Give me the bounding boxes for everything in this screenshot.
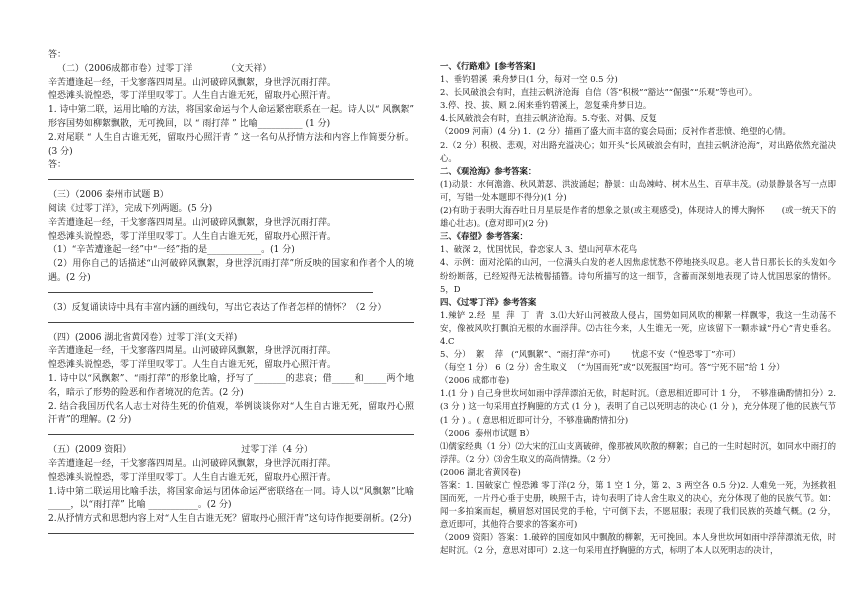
question: 2.对尾联 “ 人生自古谁无死，留取丹心照汗青 ” 这一名句从抒情方法和内容上作简要分析。 (3 分) [48, 132, 417, 157]
instruction: 阅读《过零丁洋》，完成下列两题。(5 分) [48, 203, 213, 214]
answers-xinglunan [440, 60, 836, 165]
section-heading: （三）（2006 泰州市试题 B） [48, 190, 169, 201]
answer-item: 答案：1. 国破家亡 惶恐滩 零丁洋(2 分，第 1 空 1 分，第 2、3 两空各 0.5 分)2. 人难免一死，为拯救祖国而死，一片丹心垂于史册，映照千古，诗句表明了诗人舍生取义的决心，充分体现了他的民族气节。如：闻一多拍案而起，横眉怒对国民党的手枪，宁可倒下去，不愿屈服；表现了我们民族的英雄气概。(2 分，意近即可，其他符合要求的答案亦可) [440, 480, 836, 530]
answers-guolingdingyang [440, 296, 839, 558]
poem-line: 惶恐滩头说惶恐，零丁洋里叹零丁。人生自古谁无死，留取丹心照汗青。 [48, 91, 337, 102]
answer-line [48, 533, 414, 534]
question: 2. 结合我国历代名人志士对待生死的价值观，举例谈谈你对“人生自古谁无死，留取丹心照汗青”的理解。(2 分) [48, 401, 414, 426]
answer-item: （2009 河南）(4 分) 1．(2 分）描画了盛大而丰富的宴会局面；反衬作者悲愤、绝望的心情。 [440, 126, 791, 137]
section-heading [48, 444, 414, 458]
answer-item: 3.停、投、拔、顾 2.闲来垂钓碧溪上，忽复乘舟梦日边。 [440, 100, 652, 111]
question: （2）用你自己的话描述“山河破碎风飘絮，身世浮沉雨打萍”所反映的国家和作者个人的境遇。(2 分) [48, 259, 414, 283]
poem-line: 惶恐滩头说惶恐，零丁洋里叹零丁。人生自古谁无死，留取丹心照汗青。 [48, 472, 337, 483]
answer-line [48, 292, 373, 293]
answer-item: 1.(1 分 ) 自己身世坎坷如雨中浮萍漂泊无依，时起时沉。（意思相近即可计 1 分， 不够准确酌情扣分）2.(3 分 ) 这一句采用直抒胸臆的方式 (1 分 )，表明了自己以死明志的决心 (1 分 )，充分体现了他的民族气节 (1 分 ) 。( 意思相近即可计分，不够准确酌情扣分) [440, 388, 839, 425]
answer-item: ⑴儒家经典（1 分）⑵大宋的江山支离破碎，像那被风吹散的柳絮；自己的一生时起时沉，如同水中雨打的浮萍。（2 分）⑶舍生取义的高尚情操。（2 分） [440, 440, 836, 464]
answer-line [48, 322, 414, 323]
section-2 [48, 63, 417, 180]
question: 2.从抒情方式和思想内容上对“人生自古谁无死？留取丹心照汗青”这句诗作扼要剖析。(2分) [48, 514, 412, 525]
section-heading [48, 63, 414, 77]
poem-line: 惶恐滩头说惶恐，零丁洋里叹零丁。人生自古谁无死，留取丹心照汗青。 [48, 231, 337, 242]
answer-item: (2)有助于表明大海吞吐日月星辰是作者的想象之景(或主观感受)，体现诗人的博大胸怀 (或一统天下的雄心壮志)。(意对即可)(2 分) [440, 205, 836, 229]
answer-source: （2006 成都市卷) [440, 375, 510, 386]
answer-item: 1、垂钓碧溪 乘舟梦日(1 分，每对一空 0.5 分) [440, 74, 618, 85]
answer-item: （2009 资阳）答案：1.破碎的国度如风中飘散的柳絮，无可挽回。本人身世坎坷如雨中浮萍漂流无依，时起时沉。（2 分，意思对即可）2.这一句采用直抒胸臆的方式，标明了本人以死明志的决计， [440, 532, 836, 556]
answers-column [440, 60, 839, 558]
section-5 [48, 444, 414, 534]
answer-item: 4、示例：面对沦陷的山河，一位满头白发的老人因焦虑忧愁不停地挠头叹息。老人昔日那长长的头发如今纷纷断落，已经短得无法梳髻插簪。诗句所描写的这一细节，含蓄而深刻地表现了诗人忧国思家的情怀。5，D [440, 257, 836, 294]
poem-line: 辛苦遭逢起一经，干戈寥落四周星。山河破碎风飘絮，身世浮沉雨打萍。 [48, 217, 337, 228]
poem-line: 惶恐滩头说惶恐，零丁洋里叹零丁。人生自古谁无死，留取丹心照汗青。 [48, 360, 337, 371]
answers-guancanghai [440, 165, 836, 230]
section-4 [48, 332, 414, 436]
answer-item: 2、长风破浪会有时，直挂云帆济沧海 自信（答“积极”“豁达”“倔强”“乐观”等也可）。 [440, 87, 758, 98]
answer-item: 1、破深 2，忧国忧民，眷恋家人 3、望山河草木花鸟 [440, 244, 638, 255]
answer-item: 1.辣铲 2.经 星 萍 丁 青 3.⑴大好山河被敌人侵占，国势如同风吹的柳絮一样飘零，我这一生动荡不安，像被风吹打飘泊无根的水面浮萍。⑵古往今来，人生谁无一死，应该留下一颗赤诚“丹心”青史垂名。4.C [440, 309, 836, 346]
section-heading: （四）(2006 湖北省黄冈卷）过零丁洋(文天祥) [48, 332, 238, 343]
question: 1. 诗中第二联，运用比喻的方法，将国家命运与个人命运紧密联系在一起。诗人以“ 风飘絮” 形容国势如柳絮飘散，无可挽回，以 “ 雨打萍 ” 比喻__________ (1 分) [48, 105, 417, 129]
question: 1.诗中第二联运用比喻手法，将国家命运与团体命运严密联络在一同。诗人以“风飘絮”比喻_____，以“雨打萍” 比喻 ___________。(2 分) [48, 486, 414, 511]
answer-item: 4.长风破浪会有时，直挂云帆济沧海。5.夸张、对偶、反复 [440, 113, 657, 124]
answer-item: 2.（2 分）积极、悲观，对出路充溢决心；如开头“长风破浪会有时，直挂云帆济沧海”，对出路依然充溢决心。 [440, 139, 836, 163]
answer-label: 答： [48, 160, 67, 171]
poem-author: （文天祥） [226, 63, 272, 74]
answer-item: （每空 1 分） 6（2 分）舍生取义 （“为国而死”或“以死报国”均可。答“宁死不屈”给 1 分） [440, 362, 785, 373]
poem-line: 辛苦遭逢起一经，干戈寥落四周星。山河破碎风飘絮，身世浮沉雨打萍。 [48, 77, 337, 88]
answer-line [48, 179, 414, 180]
answers-heading: 三、《春望》参考答案： [440, 231, 528, 242]
answer-source: (2006 湖北省黄冈卷) [440, 466, 521, 477]
section-3 [48, 189, 414, 322]
answer-line [48, 434, 414, 435]
section-heading-text: （二）（2006成都市卷）过零丁洋 [57, 63, 193, 74]
question: （1）“辛苦遭逢起一经”中“一经”指的是____________。(1 分) [48, 245, 295, 256]
questions-column [48, 49, 417, 543]
poem-title: 过零丁洋（4 分） [241, 445, 313, 456]
question: 1. 诗中以“风飘絮”、“雨打萍”的形象比喻，抒写了_______的悲哀；借_____和_____两个地名，暗示了形势的险恶和作者境况的危苦。(2 分) [48, 373, 414, 398]
answer-label: 答： [48, 50, 67, 60]
answer-item: 5、分） 絮 萍 (“风飘絮”、“雨打萍”亦可) 忧虑不安（“惶恐零丁”亦可） [440, 349, 741, 360]
answers-heading: 四、《过零丁洋》参考答案 [440, 296, 537, 307]
poem-line: 辛苦遭逢起一经，干戈寥落四周星。山河破碎风飘絮，身世浮沉雨打萍。 [48, 346, 337, 357]
answers-heading: 一、《行路难》[参考答案] [440, 61, 536, 71]
answers-chunwang [440, 230, 836, 295]
answers-heading: 二、《观沧海》参考答案： [440, 165, 537, 176]
answer-source: （2006 泰州市试题 B） [440, 427, 535, 438]
question: （3）反复诵读诗中具有丰富内涵的画线句，写出它表达了作者怎样的情怀？（2 分） [48, 302, 387, 313]
answer-item: (1)动景：水何澹澹、秋风萧瑟、洪波涌起；静景：山岛竦峙、树木丛生、百草丰茂。(动景静景各写一点即可，写错一处本题即不得分)(1 分) [440, 178, 836, 202]
poem-line: 辛苦遭逢起一经，干戈寥落四周星。山河破碎风飘絮，身世浮沉雨打萍。 [48, 458, 337, 469]
section-heading-text: （五）(2009 资阳） [48, 445, 132, 456]
